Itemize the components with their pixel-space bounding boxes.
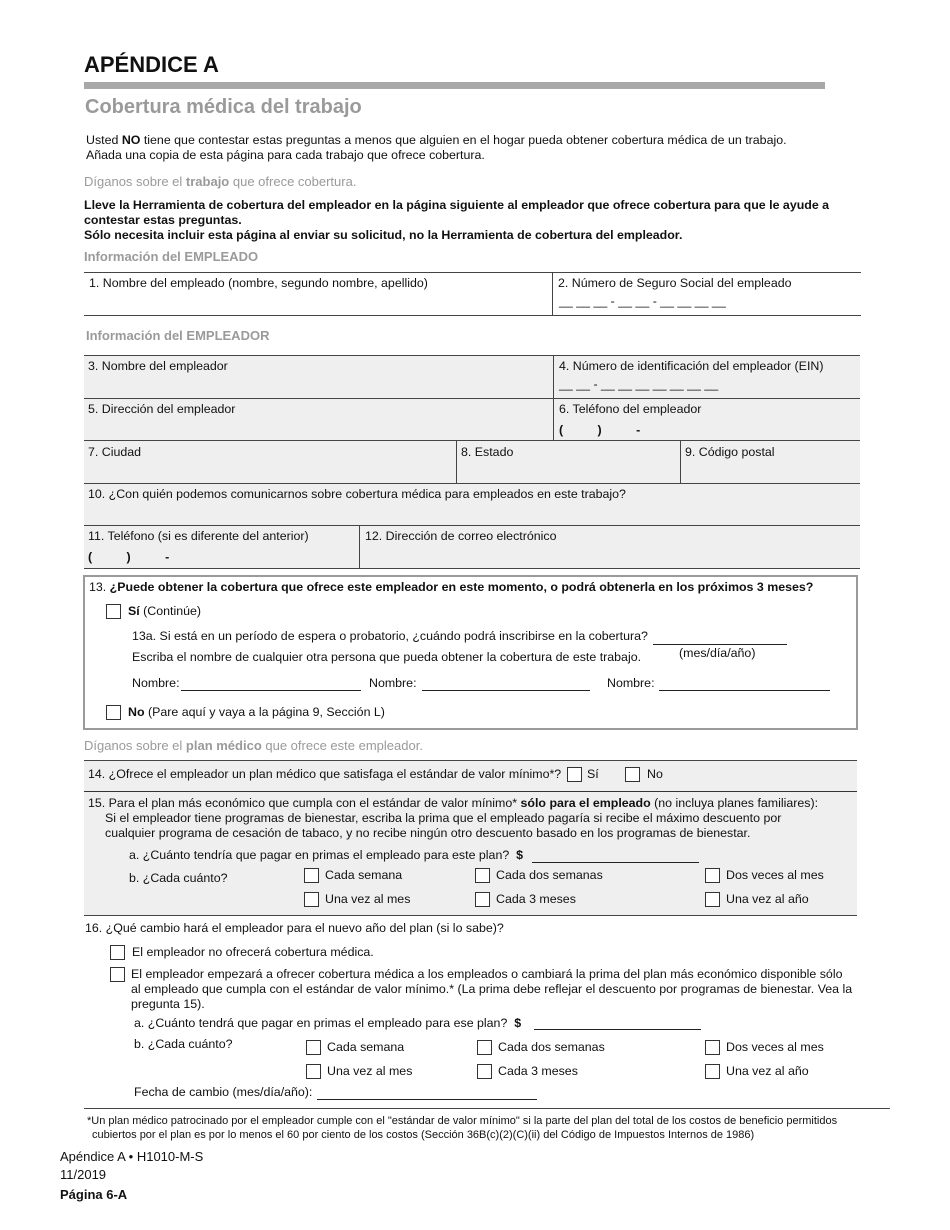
q13a-date-field[interactable] (653, 644, 787, 645)
employer-name-label: 3. Nombre del empleador (88, 359, 228, 373)
q14-yes-checkbox[interactable] (567, 767, 582, 782)
q16-no-coverage-label: El empleador no ofrecerá cobertura médica. (132, 945, 374, 959)
q16-opt-weekly-label: Cada semana (327, 1040, 405, 1054)
divider (84, 915, 857, 916)
divider (84, 398, 860, 399)
job-prompt: Díganos sobre el trabajo que ofrece cobertura. (84, 174, 357, 189)
q16-opt-quarterly-label: Cada 3 meses (498, 1064, 578, 1078)
footnote-rule (84, 1108, 890, 1109)
divider (359, 525, 360, 568)
page-number: Página 6-A (60, 1187, 128, 1202)
instructions: Lleve la Herramienta de cobertura del empleador en la página siguiente al empleador que ofrece cobertura para que le ayude a contestar estas preguntas. Sólo necesita incluir esta página al enviar su solicitud, no la Herramienta de cobertura del empleador. (84, 198, 830, 242)
q13-question: 13. ¿Puede obtener la cobertura que ofrece este empleador en este momento, o podrá obtenerla en los próximos 3 meses? (89, 580, 814, 594)
employer-phone-field[interactable]: ( ) - (559, 423, 641, 437)
divider (552, 272, 553, 315)
q15-opt-twice-month-checkbox[interactable] (705, 868, 720, 883)
q15-opt-biweekly-label: Cada dos semanas (496, 868, 603, 882)
q15-opt-quarterly-checkbox[interactable] (475, 892, 490, 907)
q15-opt-biweekly-checkbox[interactable] (475, 868, 490, 883)
divider (84, 568, 860, 569)
q15-opt-quarterly-label: Cada 3 meses (496, 892, 576, 906)
divider (84, 272, 861, 273)
q16-opt-monthly-checkbox[interactable] (306, 1064, 321, 1079)
q13-others-label: Escriba el nombre de cualquier otra persona que pueda obtener la cobertura de este trabajo. (132, 650, 642, 664)
footnote: *Un plan médico patrocinado por el empleador cumple con el "estándar de valor mínimo" si la parte del plan del total de los costos de beneficio permitidos cubiertos por el plan es por lo menos el 60 por ciento de los costos (Sección 36B(c)(2)(C)(ii) del Código de Impuestos Internos de 1986) (87, 1115, 838, 1141)
q15-opt-twice-month-label: Dos veces al mes (726, 868, 824, 882)
q15-text: 15. Para el plan más económico que cumpla con el estándar de valor mínimo* sólo para el empleado (no incluya planes familiares): Si el empleador tiene programas de bienestar, escriba la prima que el empleado pagaría si recibe el máximo descuento por cualquier programa de cesación de tabaco, y no recibe ningún otro descuento basado en los programas de bienestar. (88, 796, 819, 840)
q14-no-checkbox[interactable] (625, 767, 640, 782)
employer-heading: Información del EMPLEADOR (86, 328, 270, 343)
ssn-label: 2. Número de Seguro Social del empleado (558, 276, 792, 290)
ein-label: 4. Número de identificación del empleador (EIN) (559, 359, 824, 373)
q14-label: 14. ¿Ofrece el empleador un plan médico que satisfaga el estándar de valor mínimo*? (88, 767, 562, 781)
q16-opt-monthly-label: Una vez al mes (327, 1064, 413, 1078)
q13a-label: 13a. Si está en un período de espera o probatorio, ¿cuándo podrá inscribirse en la cobertura? (132, 629, 648, 643)
q16-opt-weekly-checkbox[interactable] (306, 1040, 321, 1055)
q16-opt-twice-month-checkbox[interactable] (705, 1040, 720, 1055)
employee-name-field[interactable] (84, 290, 550, 314)
q15a-amount-field[interactable] (532, 862, 699, 863)
q16a-label: a. ¿Cuánto tendrá que pagar en primas el empleado para ese plan? $ (134, 1016, 522, 1030)
change-date-label: Fecha de cambio (mes/día/año): (134, 1085, 313, 1099)
q15-opt-yearly-label: Una vez al año (726, 892, 809, 906)
intro-line-2: Añada una copia de esta página para cada trabajo que ofrece cobertura. (86, 148, 485, 162)
form-date: 11/2019 (60, 1167, 107, 1182)
plan-prompt: Díganos sobre el plan médico que ofrece este empleador. (84, 738, 423, 753)
appendix-title: APÉNDICE A (84, 52, 219, 77)
name-label-2: Nombre: (369, 676, 417, 690)
contact-phone-label: 11. Teléfono (si es diferente del anterior) (88, 529, 309, 543)
ein-field[interactable]: __ __ - __ __ __ __ __ __ __ (559, 377, 719, 391)
q15-opt-monthly-label: Una vez al mes (325, 892, 411, 906)
q15-opt-weekly-checkbox[interactable] (304, 868, 319, 883)
q16-opt-twice-month-label: Dos veces al mes (726, 1040, 824, 1054)
ssn-field[interactable]: __ __ __ - __ __ - __ __ __ __ (559, 294, 726, 308)
q16-opt-biweekly-label: Cada dos semanas (498, 1040, 605, 1054)
q15b-label: b. ¿Cada cuánto? (129, 871, 228, 885)
q13-no-label: No (Pare aquí y vaya a la página 9, Sección L) (128, 705, 385, 719)
q16-change-label: El empleador empezará a ofrecer cobertura médica a los empleados o cambiará la prima del plan más económico disponible sólo al empleado que cumpla con el estándar de valor mínimo.* (La prima debe reflejar el descuento por programas de bienestar. Vea la pregunta 15). (131, 967, 853, 1011)
q16-label: 16. ¿Qué cambio hará el empleador para el nuevo año del plan (si lo sabe)? (85, 921, 504, 935)
name-field-3[interactable] (659, 690, 830, 691)
city-label: 7. Ciudad (88, 445, 142, 459)
divider (84, 525, 860, 526)
q15a-label: a. ¿Cuánto tendría que pagar en primas el empleado para este plan? $ (129, 848, 524, 862)
zip-label: 9. Código postal (685, 445, 775, 459)
q16-opt-biweekly-checkbox[interactable] (477, 1040, 492, 1055)
divider (84, 355, 860, 356)
employer-address-label: 5. Dirección del empleador (88, 402, 236, 416)
divider (456, 440, 457, 483)
name-label-1: Nombre: (132, 676, 180, 690)
name-label-3: Nombre: (607, 676, 655, 690)
q14-no-label: No (647, 767, 663, 781)
q14-yes-label: Sí (587, 767, 599, 781)
contact-phone-field[interactable]: ( ) - (88, 550, 170, 564)
q16-opt-yearly-label: Una vez al año (726, 1064, 809, 1078)
q15-opt-monthly-checkbox[interactable] (304, 892, 319, 907)
email-label: 12. Dirección de correo electrónico (365, 529, 557, 543)
state-label: 8. Estado (461, 445, 514, 459)
divider (84, 315, 861, 316)
q16-opt-quarterly-checkbox[interactable] (477, 1064, 492, 1079)
q13-no-checkbox[interactable] (106, 705, 121, 720)
q16a-amount-field[interactable] (534, 1029, 701, 1030)
q16b-label: b. ¿Cada cuánto? (134, 1037, 233, 1051)
divider (84, 760, 857, 761)
intro-line-1: Usted NO tiene que contestar estas preguntas a menos que alguien en el hogar pueda obtener cobertura médica de un trabajo. (86, 133, 787, 147)
employee-name-label: 1. Nombre del empleado (nombre, segundo nombre, apellido) (89, 276, 428, 290)
header-rule (84, 82, 825, 89)
divider (680, 440, 681, 483)
employer-phone-label: 6. Teléfono del empleador (559, 402, 702, 416)
divider (84, 483, 860, 484)
q13a-date-format: (mes/día/año) (679, 646, 756, 660)
q16-opt-yearly-checkbox[interactable] (705, 1064, 720, 1079)
q16-change-checkbox[interactable] (110, 967, 125, 982)
form-id: Apéndice A • H1010-M-S (60, 1149, 204, 1164)
q15-opt-yearly-checkbox[interactable] (705, 892, 720, 907)
q13-yes-checkbox[interactable] (106, 604, 121, 619)
employee-heading: Información del EMPLEADO (84, 249, 259, 264)
section-title: Cobertura médica del trabajo (85, 96, 362, 118)
change-date-field[interactable] (317, 1099, 537, 1100)
q13-yes-label: Sí (Continúe) (128, 604, 202, 618)
name-field-2[interactable] (422, 690, 590, 691)
q16-no-coverage-checkbox[interactable] (110, 945, 125, 960)
name-field-1[interactable] (181, 690, 361, 691)
divider (84, 440, 860, 441)
q15-opt-weekly-label: Cada semana (325, 868, 403, 882)
divider (553, 355, 554, 440)
contact-label: 10. ¿Con quién podemos comunicarnos sobre cobertura médica para empleados en este trabajo? (88, 487, 626, 501)
